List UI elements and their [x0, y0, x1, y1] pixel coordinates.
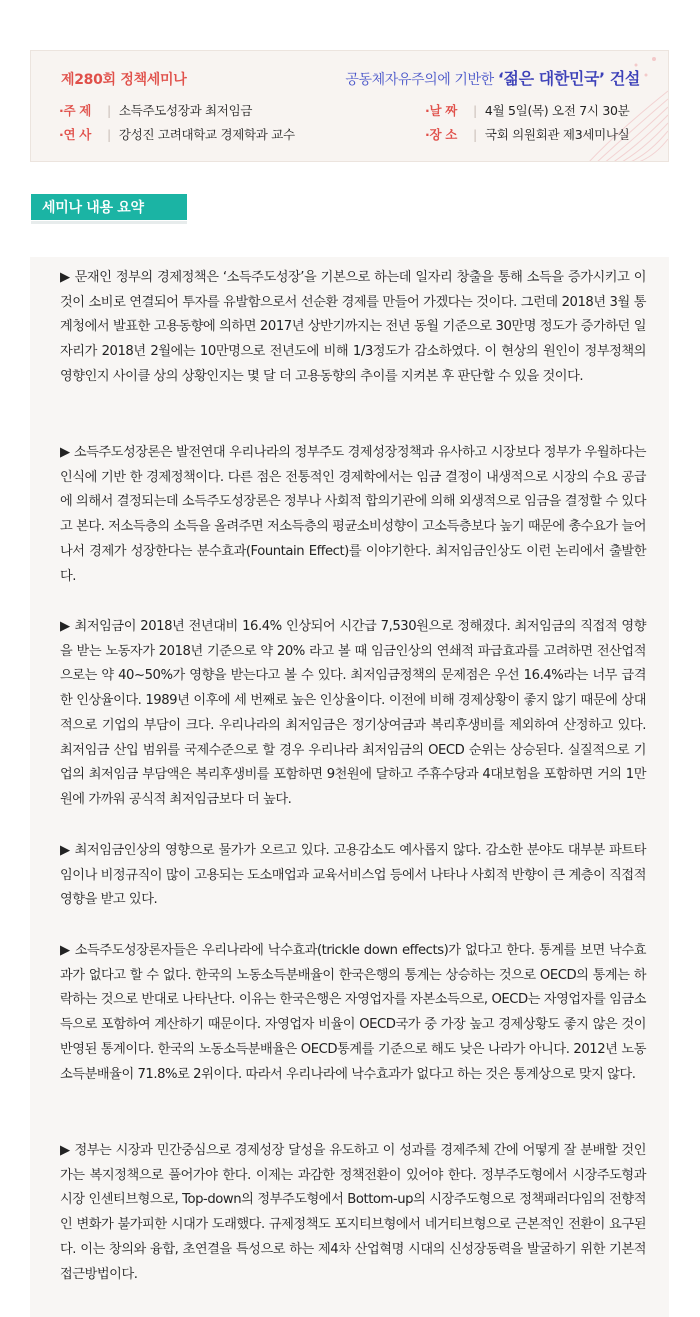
speaker-separator: |: [107, 127, 111, 142]
date-row: [425, 101, 629, 119]
speaker-value: 강성진 고려대학교 경제학과 교수: [118, 127, 295, 142]
date-separator: |: [473, 103, 477, 118]
summary-content: [30, 257, 669, 1317]
summary-paragraph-2: ▶ 소득주도성장론은 발전연대 우리나라의 정부주도 경제성장정책과 유사하고 시장보다 정부가 우월하다는 인식에 기반 한 경제정책이다. 다른 점은 전통적인 경제학에서는 임금 결정이 내생적으로 시장의 수요 공급에 의해서 결정되는데 소득주도성장론은 정부나 사회적 합의기관에 의해 외생적으로 임금을 결정할 수 있다고 본다. 저소득층의 소득을 올려주면 저소득층의 평균소비성향이 고소득층보다 높기 때문에 총수요가 늘어나서 경제가 성장한다는 분수효과(Fountain Effect)를 이야기한다. 최저임금인상도 이런 논리에서 출발한다.: [60, 445, 646, 584]
date-value: 4월 5일(목) 오전 7시 30분: [484, 103, 630, 118]
topic-separator: |: [107, 103, 111, 118]
summary-paragraph-5: ▶ 소득주도성장론자들은 우리나라에 낙수효과(trickle down effects)가 없다고 한다. 통계를 보면 낙수효과가 없다고 할 수 없다. 한국의 노동소득분배율이 한국은행의 통계는 상승하는 것으로 OECD의 통계는 하락하는 것으로 반대로 나타난다. 이유는 한국은행은 자영업자를 자본소득으로, OECD는 자영업자를 임금소득으로 포함하여 계산하기 때문이다. 자영업자 비율이 OECD국가 중 가장 높고 경제상황도 좋지 않은 것이 반영된 통계이다. 한국의 노동소득분배율은 OECD통계를 기준으로 해도 낮은 나라가 아니다. 2012년 노동소득분배율이 71.8%로 2위이다. 따라서 우리나라에 낙수효과가 없다고 하는 것은 통계상으로 맞지 않다.: [60, 943, 646, 1082]
date-label: ·날 짜: [425, 103, 458, 118]
section-title: 세미나 내용 요약: [31, 194, 187, 220]
speaker-row: [59, 125, 295, 143]
speaker-label: ·연 사: [59, 127, 92, 142]
topic-value: 소득주도성장과 최저임금: [118, 103, 253, 118]
place-separator: |: [473, 127, 477, 142]
seminar-number: 제280회 정책세미나: [61, 72, 187, 88]
topic-label: ·주 제: [59, 103, 92, 118]
summary-paragraph-4: ▶ 최저임금인상의 영향으로 물가가 오르고 있다. 고용감소도 예사롭지 않다. 감소한 분야도 대부분 파트타임이나 비정규직이 많이 고용되는 도소매업과 교육서비스업 등에서 나타나 사회적 반향이 큰 계층이 직접적 영향을 받고 있다.: [60, 843, 646, 908]
seminar-info-box: [30, 50, 669, 162]
summary-paragraph-1: ▶ 문재인 정부의 경제정책은 ‘소득주도성장’을 기본으로 하는데 일자리 창출을 통해 소득을 증가시키고 이것이 소비로 연결되어 투자를 유발함으로서 선순환 경제를 만들어 가겠다는 것이다. 그런데 2018년 3월 통계청에서 발표한 고용동향에 의하면 2017년 상반기까지는 전년 동월 기준으로 30만명 정도가 증가하던 일자리가 2018년 2월에는 10만명으로 전년도에 비해 1/3정도가 감소하였다. 이 현상의 원인이 정부정책의 영향인지 사이클 상의 상황인지는 몇 달 더 고용동향의 추이를 지켜본 후 판단할 수 있을 것이다.: [60, 270, 647, 384]
summary-paragraph-3: ▶ 최저임금이 2018년 전년대비 16.4% 인상되어 시간급 7,530원으로 정해졌다. 최저임금의 직접적 영향을 받는 노동자가 2018년 기준으로 약 20% 라고 볼 때 임금인상의 연쇄적 파급효과를 고려하면 전산업적으로는 약 40~50%가 영향을 받는다고 볼 수 있다. 최저임금정책의 문제점은 우선 16.4%라는 너무 급격한 인상율이다. 1989년 이후에 세 번째로 높은 인상율이다. 이전에 비해 경제상황이 좋지 않기 때문에 상대적으로 기업의 부담이 크다. 우리나라의 최저임금은 정기상여금과 복리후생비를 제외하여 산정하고 있다. 최저임금 산입 범위를 국제수준으로 할 경우 우리나라 최저임금의 OECD 순위는 상승된다. 실질적으로 기업의 최저임금 부담액은 복리후생비를 포함하면 9천원에 달하고 주휴수당과 4대보험을 포함하면 거의 1만원에 가까워 공식적 최저임금보다 더 높다.: [60, 619, 646, 807]
place-value: 국회 의원회관 제3세미나실: [484, 127, 630, 142]
seminar-slogan: [345, 66, 640, 89]
slogan-highlight: ‘젊은 대한민국’ 건설: [497, 69, 640, 88]
place-label: ·장 소: [425, 127, 458, 142]
slogan-prefix: 공동체자유주의에 기반한: [345, 72, 494, 88]
summary-paragraph-6: ▶ 정부는 시장과 민간중심으로 경제성장 달성을 유도하고 이 성과를 경제주체 간에 어떻게 잘 분배할 것인가는 복지정책으로 풀어가야 한다. 이제는 과감한 정책전환이 있어야 한다. 정부주도형에서 시장주도형과 시장 인센티브형으로, Top-down의 정부주도형에서 Bottom-up의 시장주도형으로 정책패러다임의 전향적인 변화가 불가피한 시대가 도래했다. 규제정책도 포지티브형에서 네거티브형으로 근본적인 전환이 요구된다. 이는 창의와 융합, 초연결을 특성으로 하는 제4차 산업혁명 시대의 신성장동력을 발굴하기 위한 기본적 접근방법이다.: [60, 1143, 646, 1282]
topic-row: [59, 101, 252, 119]
place-row: [425, 125, 629, 143]
